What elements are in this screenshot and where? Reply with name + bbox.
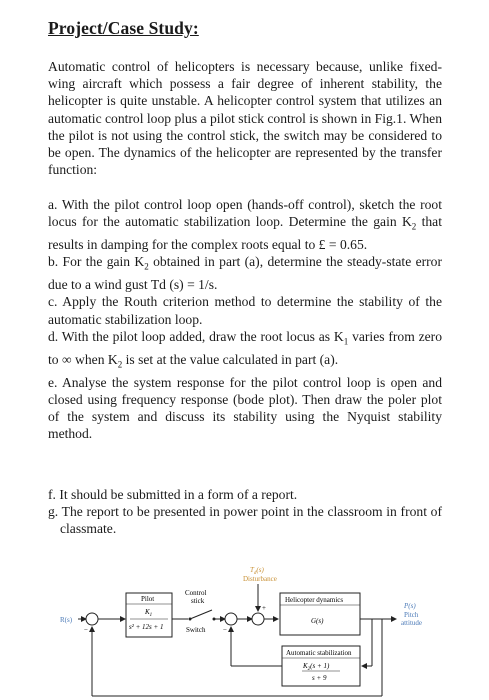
svg-text:G(s): G(s) <box>311 617 324 625</box>
switch-blade <box>190 610 212 619</box>
svg-text:Control: Control <box>185 589 207 597</box>
svg-text:−: − <box>84 626 88 634</box>
notes-list <box>48 486 442 538</box>
note-g: g. The report to be presented in power point in the classroom in front of classmate. <box>48 504 442 537</box>
svg-text:+: + <box>262 604 266 612</box>
summing-junction-3 <box>252 613 264 625</box>
intro-paragraph: Automatic control of helicopters is necessary because, unlike fixed-wing aircraft which possess a fair degree of inherent stability, the helicopter is quite unstable. A helicopter control system that utilizes an automatic control loop plus a pilot stick control is shown in Fig.1. When the pilot is not using the control stick, the switch may be considered to be open. The dynamics of the helicopter are represented by the transfer function: <box>48 59 442 178</box>
block-diagram <box>0 560 489 700</box>
svg-text:attitude: attitude <box>401 619 422 627</box>
question-b: b. For the gain $K_2$ obtained in part (a), determine the steady-state error due to a wind gust Td (s) = 1/s. <box>48 254 442 293</box>
svg-text:K1: $K_1$ <box>145 608 153 618</box>
svg-text:Pitch: Pitch <box>404 611 419 619</box>
svg-text:Automatic stabilization: Automatic stabilization <box>286 649 352 657</box>
question-c: c. Apply the Routh criterion method to determine the stability of the automatic stabilization loop. <box>48 294 442 327</box>
svg-text:Switch: Switch <box>186 626 206 634</box>
svg-text:−: − <box>223 626 227 634</box>
summing-junction-2 <box>225 613 237 625</box>
svg-text:Helicopter dynamics: Helicopter dynamics <box>285 596 344 604</box>
question-d: d. With the pilot loop added, draw the root locus as $K_1$ varies from zero to ∞ when $K_2$ is set at the value calculated in part (a). <box>48 328 443 370</box>
svg-text:stick: stick <box>191 597 205 605</box>
svg-text:P(s): P(s) <box>404 602 416 610</box>
input-label: R(s) <box>60 616 73 624</box>
questions-list <box>48 196 442 443</box>
summing-junction-1 <box>86 613 98 625</box>
question-e: e. Analyse the system response for the pilot control loop is open and closed using frequency response (bode plot). Then draw the poler plot of the system and discuss its stability using the Nyquist stability method. <box>48 374 442 442</box>
svg-text:s + 9: s + 9 <box>312 674 327 682</box>
note-f: f. It should be submitted in a form of a report. <box>48 487 298 502</box>
question-a: a. With the pilot control loop open (hands-off control), sketch the root locus for the automatic stabilization loop. Determine the gain $K_2$ that results in damping for the complex roots equal to £ = 0.65. <box>48 197 442 253</box>
svg-text:K2(s + 1): $K_2(s + 1)$ <box>303 662 330 672</box>
svg-text:Pilot: Pilot <box>141 595 155 603</box>
svg-text:s² + 12s + 1: s² + 12s + 1 <box>129 623 164 631</box>
svg-text:Disturbance: Disturbance <box>243 575 277 583</box>
page-heading: Project/Case Study: <box>48 18 199 38</box>
svg-text:Td(s): $T_d(s)$ <box>250 566 264 576</box>
